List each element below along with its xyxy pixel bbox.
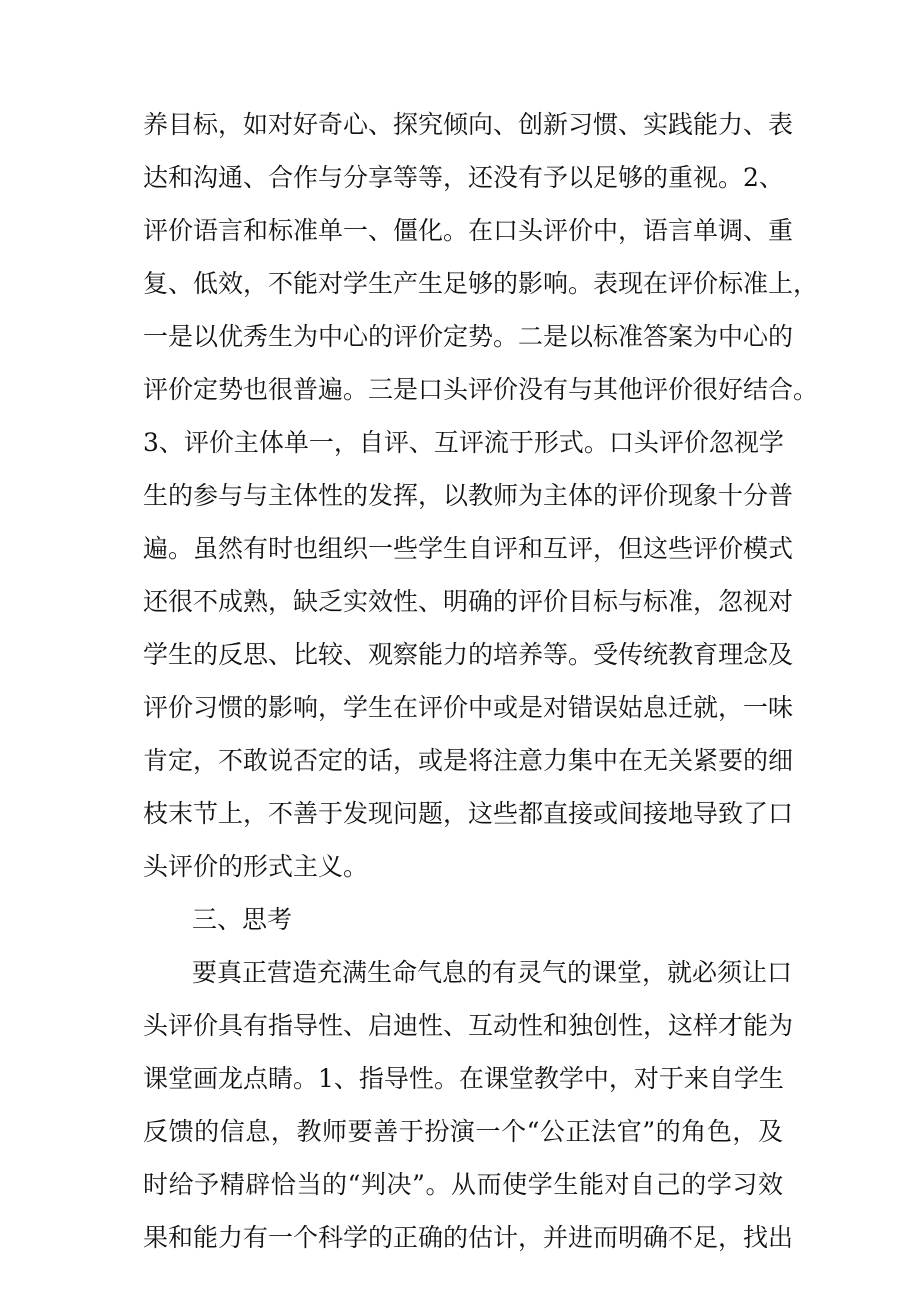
text-line: 遍。虽然有时也组织一些学生自评和互评，但这些评价模式 — [143, 534, 794, 563]
text-line: 肯定，不敢说否定的话，或是将注意力集中在无关紧要的细 — [143, 746, 794, 775]
text-line: 评价定势也很普遍。三是口头评价没有与其他评价很好结合。 — [143, 375, 819, 404]
text-line: 还很不成熟，缺乏实效性、明确的评价目标与标准，忽视对 — [143, 587, 794, 616]
text-line: 枝末节上，不善于发现问题，这些都直接或间接地导致了口 — [143, 799, 794, 828]
text-line: 养目标，如对好奇心、探究倾向、创新习惯、实践能力、表 — [143, 110, 794, 139]
section-heading: 三、思考 — [192, 905, 293, 934]
text-line: 评价习惯的影响，学生在评价中或是对错误姑息迁就，一味 — [143, 693, 794, 722]
text-line: 评价语言和标准单一、僵化。在口头评价中，语言单调、重 — [143, 216, 794, 245]
document-body — [143, 98, 819, 1264]
text-line: 生的参与与主体性的发挥，以教师为主体的评价现象十分普 — [143, 481, 794, 510]
text-line: 一是以优秀生为中心的评价定势。二是以标准答案为中心的 — [143, 322, 794, 351]
text-line: 课堂画龙点睛。1、指导性。在课堂教学中，对于来自学生 — [143, 1064, 784, 1093]
text-line: 反馈的信息，教师要善于扮演一个“公正法官”的角色，及 — [143, 1117, 783, 1146]
text-line: 达和沟通、合作与分享等等，还没有予以足够的重视。2、 — [143, 163, 784, 192]
text-line: 时给予精辟恰当的“判决”。从而使学生能对自己的学习效 — [143, 1170, 783, 1199]
text-line: 学生的反思、比较、观察能力的培养等。受传统教育理念及 — [143, 640, 794, 669]
text-line: 要真正营造充满生命气息的有灵气的课堂，就必须让口 — [192, 958, 793, 987]
text-line: 头评价的形式主义。 — [143, 852, 369, 881]
text-line: 头评价具有指导性、启迪性、互动性和独创性，这样才能为 — [143, 1011, 794, 1040]
text-line: 复、低效，不能对学生产生足够的影响。表现在评价标准上， — [143, 269, 819, 298]
text-line: 3、评价主体单一，自评、互评流于形式。口头评价忽视学 — [143, 428, 784, 457]
text-line: 果和能力有一个科学的正确的估计，并进而明确不足，找出 — [143, 1223, 794, 1252]
